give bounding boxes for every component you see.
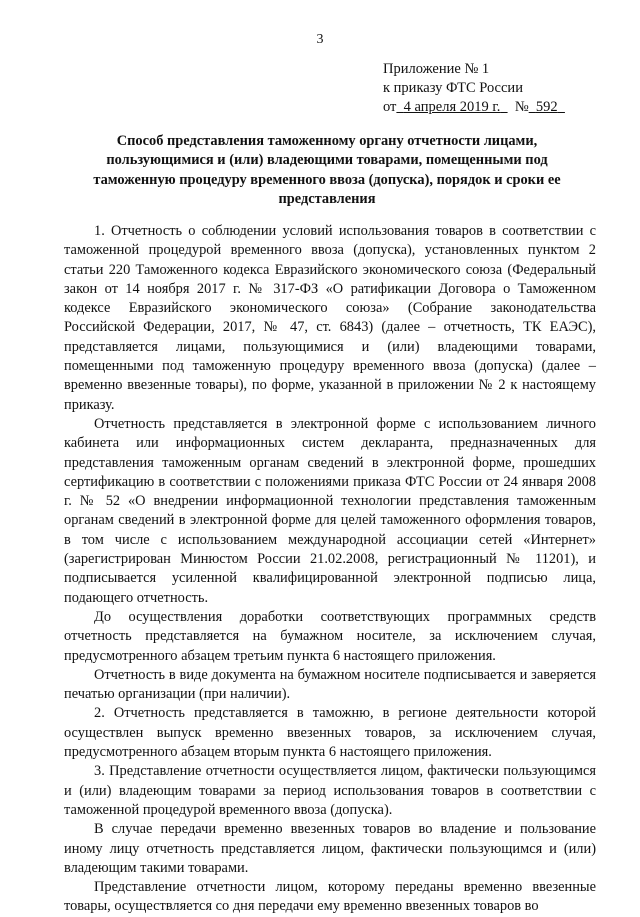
paragraph: 2. Отчетность представляется в таможню, в регионе деятельности которой осуществлен выпуск временно ввезенных товаров, за исключением случая, предусмотренного абзацем вторым пункта 6 настоящего приложения. bbox=[64, 705, 596, 761]
paragraph: До осуществления доработки соответствующих программных средств отчетность представляется на бумажном носителе, за исключением случая, предусмотренного абзацем третьим пункта 6 настоящего приложения. bbox=[64, 608, 596, 664]
paragraph: 1. Отчетность о соблюдении условий использования товаров в соответствии с таможенной процедурой временного ввоза (допуска), установленных пунктом 2 статьи 220 Таможенного кодекса Евразийского экономического союза (Федеральный закон от 14 ноября 2017 г. № 317-ФЗ «О ратификации Договора о Таможенном кодексе Евразийского экономического союза» (Собрание законодательства Российской Федерации, 2017, № 47, ст. 6843) (далее – отчетность, ТК ЕАЭС), представляется лицами, пользующимися и (или) владеющими товарами, помещенными под таможенную процедуру временного ввоза (допуска) (далее – временно ввезенные товары), по форме, указанной в приложении № 2 к настоящему приказу. bbox=[64, 223, 596, 413]
document-body bbox=[64, 222, 596, 917]
appendix-header bbox=[383, 60, 623, 117]
document-title: Способ представления таможенному органу отчетности лицами, пользующимися и (или) владеющими товарами, помещенными под таможенную процедуру временного ввоза (допуска), порядок и сроки ее представления bbox=[93, 133, 561, 207]
order-number: 592 bbox=[535, 99, 558, 115]
paragraph: 3. Представление отчетности осуществляется лицом, фактически пользующимся и (или) владеющим товарами за период использования товаров в соответствии с таможенной процедурой временного ввоза (допуска). bbox=[64, 763, 596, 818]
paragraph: Отчетность представляется в электронной форме с использованием личного кабинета или информационных систем декларанта, предназначенных для представления таможенным органам сведений в электронной форме, прошедших сертификацию в соответствии с положениями приказа ФТС России от 24 января 2008 г. № 52 «О внедрении информационной технологии представления таможенным органам сведений в электронной форме для целей таможенного оформления товаров, в том числе с использованием международной ассоциации сетей «Интернет» (зарегистрирован Минюстом России 21.02.2008, регистрационный № 11201), и подписывается усиленной квалифицированной электронной подписью лица, подающего отчетность. bbox=[64, 415, 596, 606]
appendix-date-line bbox=[383, 98, 623, 117]
order-date: 4 апреля 2019 г. bbox=[403, 99, 501, 115]
date-prefix: от bbox=[383, 99, 397, 115]
paragraph: В случае передачи временно ввезенных товаров во владение и пользование иному лицу отчетность представляется лицом, фактически пользующимся и (или) владеющим такими товарами. bbox=[64, 821, 596, 876]
appendix-title: Приложение № 1 bbox=[383, 61, 490, 77]
paragraph: Отчетность в виде документа на бумажном носителе подписывается и заверяется печатью организации (при наличии). bbox=[64, 666, 596, 703]
appendix-order-reference: к приказу ФТС России bbox=[383, 80, 523, 96]
page-number: 3 bbox=[316, 32, 324, 47]
number-sign: № bbox=[514, 99, 529, 115]
paragraph: Представление отчетности лицом, которому переданы временно ввезенные товары, осуществляется со дня передачи ему временно ввезенных товаров во bbox=[64, 879, 596, 915]
